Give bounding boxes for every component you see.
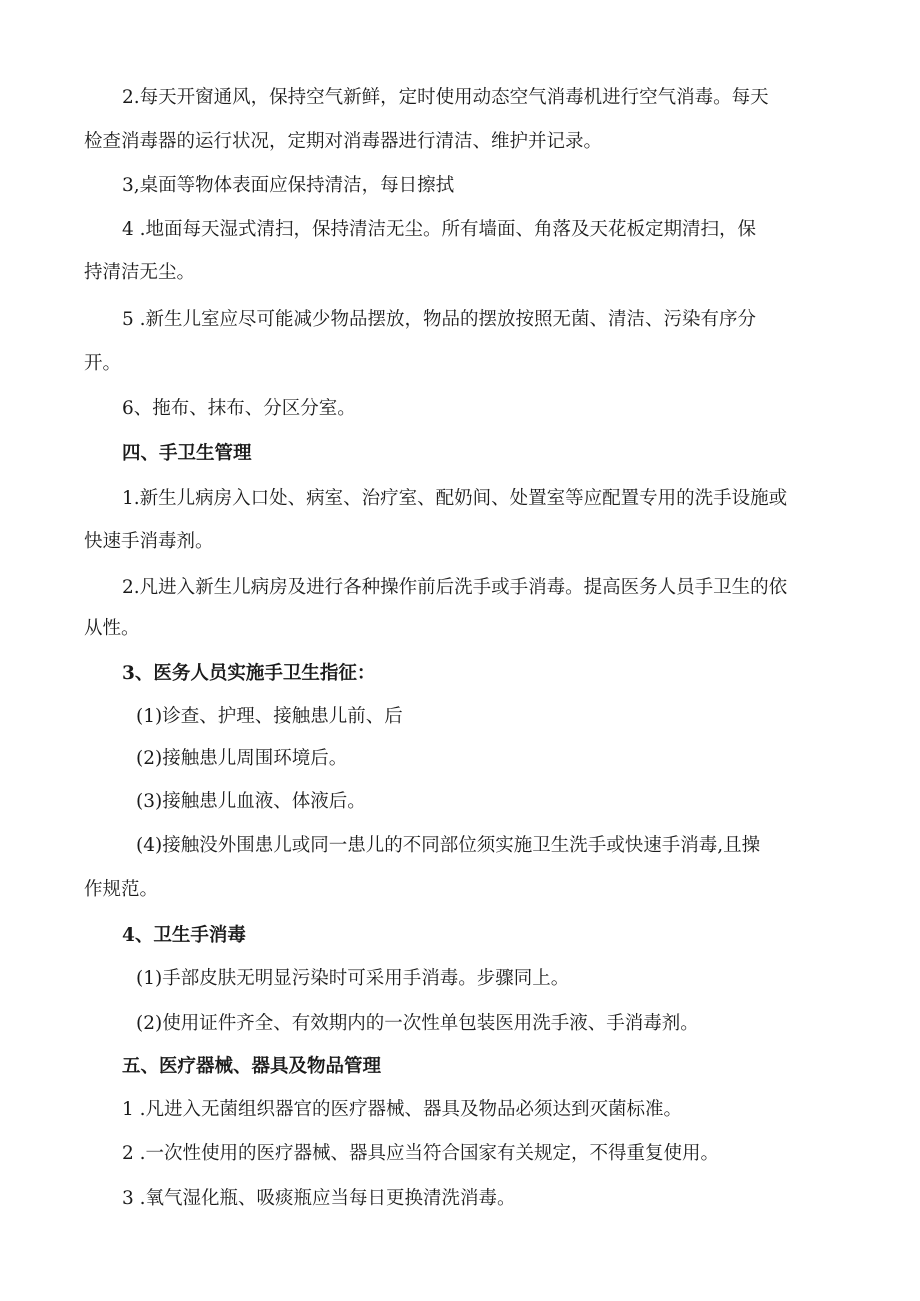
paragraph-line: 4 .地面每天湿式清扫，保持清洁无尘。所有墙面、角落及天花板定期清扫，保 <box>122 219 757 240</box>
list-item: (1)诊查、护理、接触患儿前、后 <box>136 706 403 727</box>
section-heading: 四、手卫生管理 <box>122 443 252 464</box>
paragraph-line: 检查消毒器的运行状况，定期对消毒器进行清洁、维护并记录。 <box>84 131 603 152</box>
paragraph-line: 开。 <box>84 353 122 374</box>
paragraph-line: 5 .新生儿室应尽可能减少物品摆放，物品的摆放按照无菌、清洁、污染有序分 <box>122 309 757 330</box>
paragraph-line: 快速手消毒剂。 <box>84 531 214 552</box>
paragraph-line: 持清洁无尘。 <box>84 262 196 283</box>
paragraph-line: 作规范。 <box>84 879 159 900</box>
paragraph-line: 2.凡进入新生儿病房及进行各种操作前后洗手或手消毒。提高医务人员手卫生的依 <box>122 577 788 598</box>
list-item: (2)使用证件齐全、有效期内的一次性单包装医用洗手液、手消毒剂。 <box>136 1013 699 1034</box>
list-item: (1)手部皮肤无明显污染时可采用手消毒。步骤同上。 <box>136 968 570 989</box>
subsection-heading: 4、卫生手消毒 <box>122 925 246 946</box>
section-heading: 五、医疗器械、器具及物品管理 <box>122 1056 382 1077</box>
list-item: (4)接触没外围患儿或同一患儿的不同部位须实施卫生洗手或快速手消毒,且操 <box>136 835 761 856</box>
paragraph-line: 2 .一次性使用的医疗器械、器具应当符合国家有关规定，不得重复使用。 <box>122 1143 720 1164</box>
paragraph-line: 1 .凡进入无菌组织器官的医疗器械、器具及物品必须达到灭菌标准。 <box>122 1099 683 1120</box>
paragraph-line: 2.每天开窗通风，保持空气新鲜，定时使用动态空气消毒机进行空气消毒。每天 <box>122 87 769 108</box>
paragraph-line: 从性。 <box>84 618 140 639</box>
paragraph-line: 1.新生儿病房入口处、病室、治疗室、配奶间、处置室等应配置专用的洗手设施或 <box>122 488 788 509</box>
paragraph-line: 3,桌面等物体表面应保持清洁，每日擦拭 <box>122 175 455 196</box>
subsection-heading: 3、医务人员实施手卫生指征： <box>122 663 376 684</box>
list-item: (2)接触患儿周围环境后。 <box>136 748 348 769</box>
paragraph-line: 6、拖布、抹布、分区分室。 <box>122 398 356 419</box>
list-item: (3)接触患儿血液、体液后。 <box>136 791 366 812</box>
paragraph-line: 3 .氧气湿化瓶、吸痰瓶应当每日更换清洗消毒。 <box>122 1188 516 1209</box>
